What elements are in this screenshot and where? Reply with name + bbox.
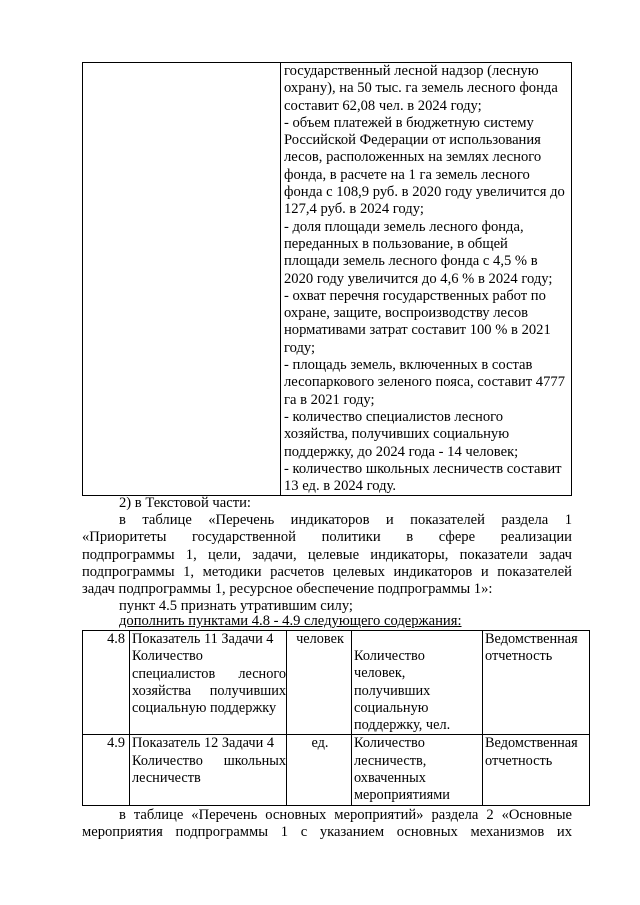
indicator-definition-line: получивших [354, 682, 431, 699]
target-line: нормативами затрат составит 100 % в 2021 [284, 322, 551, 339]
indicator-definition [352, 735, 483, 805]
indicator-name-line: хозяйства получивших [132, 682, 286, 699]
target-line: площади земель лесного фонда с 4,5 % в [284, 253, 538, 270]
indicator-row [83, 631, 590, 735]
target-line: - охват перечня государственных работ по [284, 287, 546, 304]
indicator-number: 4.8 [83, 631, 130, 735]
target-line: охране, защите, воспроизводству лесов [284, 305, 529, 322]
indicator-source-line: отчетность [485, 752, 553, 769]
indicator-name-line: специалистов лесного [132, 665, 286, 682]
target-line: фонда с 108,9 руб. в 2020 году увеличится до [284, 184, 565, 201]
target-line: государственный лесной надзор (лесную [284, 63, 539, 79]
target-line: - доля площади земель лесного фонда, [284, 218, 524, 235]
para-line: в таблице «Перечень индикаторов и показателей раздела 1 [119, 512, 572, 528]
targets-cell [281, 63, 572, 496]
point-45-text: пункт 4.5 признать утратившим силу; [119, 598, 353, 614]
indicator-source [483, 735, 590, 805]
target-line: 127,4 руб. в 2024 году; [284, 201, 424, 218]
para-line: подпрограммы 1, методики расчетов целевых индикаторов и показателей [82, 563, 572, 580]
indicator-definition-line: мероприятиями [354, 787, 450, 804]
indicator-definition-line [354, 631, 482, 648]
indicator-source-line: Ведомственная [485, 735, 578, 752]
indicator-name-line: Показатель 12 Задачи 4 [132, 735, 274, 752]
target-line: лесопаркового зеленого пояса, составит 4777 [284, 374, 565, 391]
indicator-name-line: Показатель 11 Задачи 4 [132, 631, 274, 647]
text-part-heading: 2) в Текстовой части: [119, 495, 251, 511]
para-line: задач подпрограммы 1, ресурсное обеспечение подпрограммы 1»: [82, 581, 493, 598]
table-ref-paragraph [82, 512, 572, 598]
indicator-row [83, 735, 590, 805]
para-line: подпрограммы 1, цели, задачи, целевые индикаторы, показатели задач [82, 546, 572, 563]
target-line: фонда, в расчете на 1 га земель лесного [284, 166, 530, 183]
indicator-unit: человек [287, 631, 352, 735]
indicators-table [82, 630, 590, 806]
target-line: лесов, расположенных на землях лесного [284, 149, 542, 166]
target-line: 2020 году увеличится до 4,6 % в 2024 году; [284, 270, 553, 287]
target-line: - количество специалистов лесного [284, 408, 504, 425]
indicator-source-line: отчетность [485, 648, 553, 665]
indicator-name-line: Количество [132, 648, 203, 665]
indicator-definition-line: Количество [354, 648, 425, 664]
target-line: поддержку, до 2024 года - 14 человек; [284, 443, 519, 460]
target-line: охрану), на 50 тыс. га земель лесного фонда [284, 80, 558, 97]
indicator-definition-line: охваченных [354, 770, 426, 787]
indicator-definition [352, 631, 483, 735]
target-line: переданных в пользование, в общей [284, 235, 508, 252]
para-line: в таблице «Перечень основных мероприятий» раздела 2 «Основные [119, 807, 572, 823]
indicator-definition-line: поддержку, чел. [354, 717, 451, 734]
indicator-definition-line: Количество [354, 735, 425, 752]
para-line: «Приоритеты государственной политики в сфере реализации [82, 529, 572, 546]
para-line: мероприятия подпрограммы 1 с указанием основных механизмов их [82, 824, 572, 841]
target-line: - площадь земель, включенных в состав [284, 357, 533, 374]
add-points-text: дополнить пунктами 4.8 - 4.9 следующего содержания: [119, 613, 462, 629]
indicator-unit: ед. [287, 735, 352, 805]
indicator-definition-line: социальную [354, 699, 429, 716]
target-line: га в 2021 году; [284, 391, 375, 408]
target-line: - объем платежей в бюджетную систему [284, 114, 534, 131]
indicator-definition-line: лесничеств, [354, 752, 427, 769]
indicator-source-line: Ведомственная [485, 631, 578, 647]
indicator-name-line: лесничеств [132, 770, 201, 787]
indicator-source [483, 631, 590, 735]
indicator-name-line: социальную поддержку [132, 700, 277, 717]
main-activities-paragraph [82, 807, 572, 842]
indicator-name [130, 735, 287, 805]
indicator-name [130, 631, 287, 735]
indicator-number: 4.9 [83, 735, 130, 805]
target-line: 13 ед. в 2024 году. [284, 478, 397, 495]
target-line: - количество школьных лесничеств составит [284, 460, 562, 477]
target-line: хозяйства, получивших социальную [284, 426, 510, 443]
target-line: составит 62,08 чел. в 2024 году; [284, 97, 482, 114]
continued-table [82, 62, 572, 496]
indicator-name-line: Количество школьных [132, 752, 286, 769]
empty-left-cell [83, 63, 281, 496]
target-line: Российской Федерации от использования [284, 132, 541, 149]
indicator-definition-line: человек, [354, 665, 406, 682]
target-line: году; [284, 339, 316, 356]
